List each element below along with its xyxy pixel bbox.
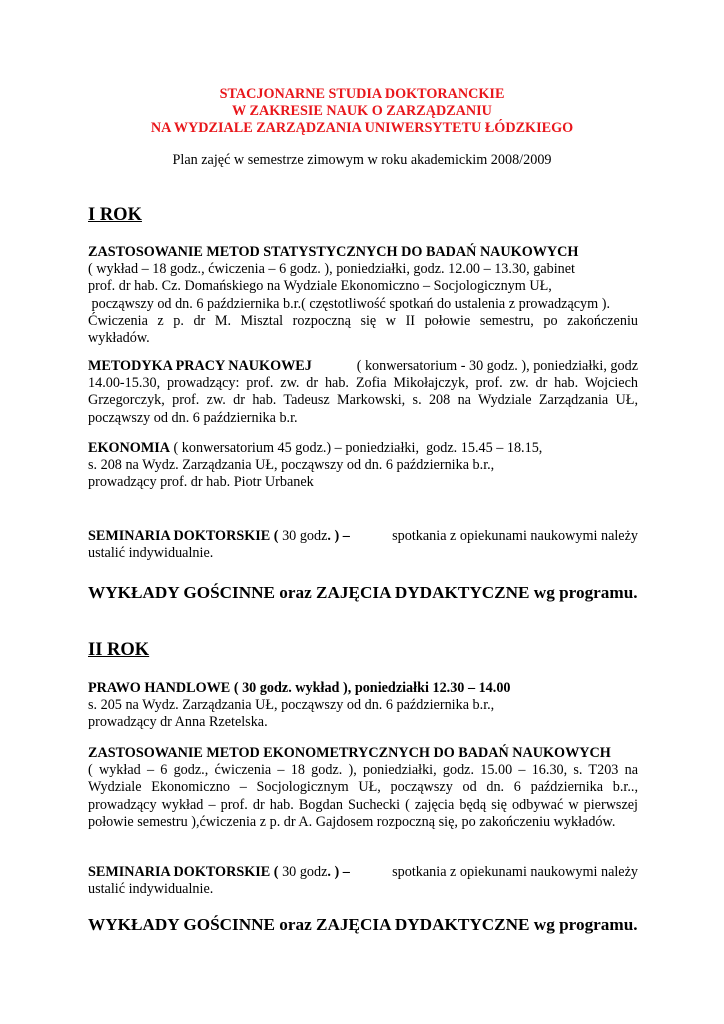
course-methodology — [88, 358, 638, 427]
course-economics-title: EKONOMIA — [88, 440, 170, 456]
course-econometrics-line: Wydziale Ekonomiczno – Socjologicznym UŁ, począwszy od dn. 6 października b.r.., — [88, 779, 638, 796]
course-methodology-title: METODYKA PRACY NAUKOWEJ — [88, 358, 312, 374]
seminars-year-2-title: SEMINARIA DOKTORSKIE ( — [88, 864, 279, 880]
plan-subtitle: Plan zajęć w semestrze zimowym w roku akademickim 2008/2009 — [172, 152, 552, 168]
course-econometrics — [88, 745, 638, 831]
course-methodology-line: Grzegorczyk, prof. zw. dr hab. Tadeusz Markowski, s. 208 na Wydziale Zarządzania UŁ, — [88, 392, 638, 409]
course-econometrics-line: prowadzący wykład – prof. dr hab. Bogdan Suchecki ( zajęcia będą się odbywać w pierwszej — [88, 796, 638, 813]
course-statistics-line: wykładów. — [88, 329, 150, 346]
seminars-year-1-line: ustalić indywidualnie. — [88, 545, 214, 562]
seminars-year-1-line: spotkania z opiekunami naukowymi należy — [388, 528, 638, 544]
course-methodology-line: 14.00-15.30, prowadzący: prof. zw. dr hab. Zofia Mikołajczyk, prof. zw. dr hab. Wojciech — [88, 375, 638, 392]
course-statistics — [88, 244, 638, 347]
course-commercial-law-title: PRAWO HANDLOWE ( 30 godz. wykład ), poniedziałki 12.30 – 14.00 — [88, 680, 511, 696]
guest-lectures-year-2: WYKŁADY GOŚCINNE oraz ZAJĘCIA DYDAKTYCZNE wg programu. — [88, 915, 638, 934]
course-economics — [88, 440, 638, 492]
course-methodology-line: ( konwersatorium - 30 godz. ), poniedziałki, godz — [353, 358, 638, 374]
course-methodology-line: począwszy od dn. 6 października b.r. — [88, 409, 298, 426]
seminars-year-2 — [88, 864, 638, 898]
seminars-year-2-line: 30 godz — [278, 864, 328, 880]
course-econometrics-title: ZASTOSOWANIE METOD EKONOMETRYCZNYCH DO BADAŃ NAUKOWYCH — [88, 745, 611, 761]
seminars-year-2-line: ustalić indywidualnie. — [88, 881, 214, 898]
seminars-year-1-line: 30 godz — [278, 528, 328, 544]
course-economics-line: s. 208 na Wydz. Zarządzania UŁ, począwszy od dn. 6 października b.r., — [88, 457, 495, 474]
guest-lectures-year-1: WYKŁADY GOŚCINNE oraz ZAJĘCIA DYDAKTYCZNE wg programu. — [88, 583, 638, 602]
seminars-year-1 — [88, 528, 638, 562]
header-line-3: NA WYDZIALE ZARZĄDZANIA UNIWERSYTETU ŁÓDZKIEGO — [150, 120, 574, 136]
course-commercial-law-line: prowadzący dr Anna Rzetelska. — [88, 714, 268, 731]
seminars-year-1-title: SEMINARIA DOKTORSKIE ( — [88, 528, 279, 544]
seminars-year-2-line: spotkania z opiekunami naukowymi należy — [388, 864, 638, 880]
seminars-year-1-line: . ) – — [327, 528, 350, 544]
course-commercial-law-line: s. 205 na Wydz. Zarządzania UŁ, począwszy od dn. 6 października b.r., — [88, 697, 495, 714]
header-line-1: STACJONARNE STUDIA DOKTORANCKIE — [219, 86, 505, 102]
header-line-2: W ZAKRESIE NAUK O ZARZĄDZANIU — [232, 103, 492, 119]
course-statistics-title: ZASTOSOWANIE METOD STATYSTYCZNYCH DO BADAŃ NAUKOWYCH — [88, 244, 579, 260]
course-econometrics-line: połowie semestru ),ćwiczenia z p. dr A. Gajdosem rozpoczną się, po zakończeniu wykładów. — [88, 813, 616, 830]
course-statistics-line: prof. dr hab. Cz. Domańskiego na Wydziale Ekonomiczno – Socjologicznym UŁ, — [88, 278, 552, 295]
course-economics-line: prowadzący prof. dr hab. Piotr Urbanek — [88, 474, 314, 491]
year-2-heading: II ROK — [88, 640, 150, 660]
course-statistics-line: ( wykład – 18 godz., ćwiczenia – 6 godz. ), poniedziałki, godz. 12.00 – 13.30, gabinet — [88, 261, 575, 278]
seminars-year-2-line: . ) – — [327, 864, 350, 880]
course-commercial-law — [88, 680, 638, 732]
course-econometrics-line: ( wykład – 6 godz., ćwiczenia – 18 godz. ), poniedziałki, godz. 15.00 – 16.30, s. T203 na — [88, 762, 638, 779]
course-economics-line: ( konwersatorium 45 godz.) – poniedziałki, godz. 15.45 – 18.15, — [169, 440, 543, 456]
course-statistics-line: począwszy od dn. 6 października b.r.( częstotliwość spotkań do ustalenia z prowadzącym ). — [88, 295, 610, 312]
course-statistics-line: Ćwiczenia z p. dr M. Misztal rozpoczną się w II połowie semestru, po zakończeniu — [88, 312, 638, 329]
year-1-heading: I ROK — [88, 205, 142, 225]
